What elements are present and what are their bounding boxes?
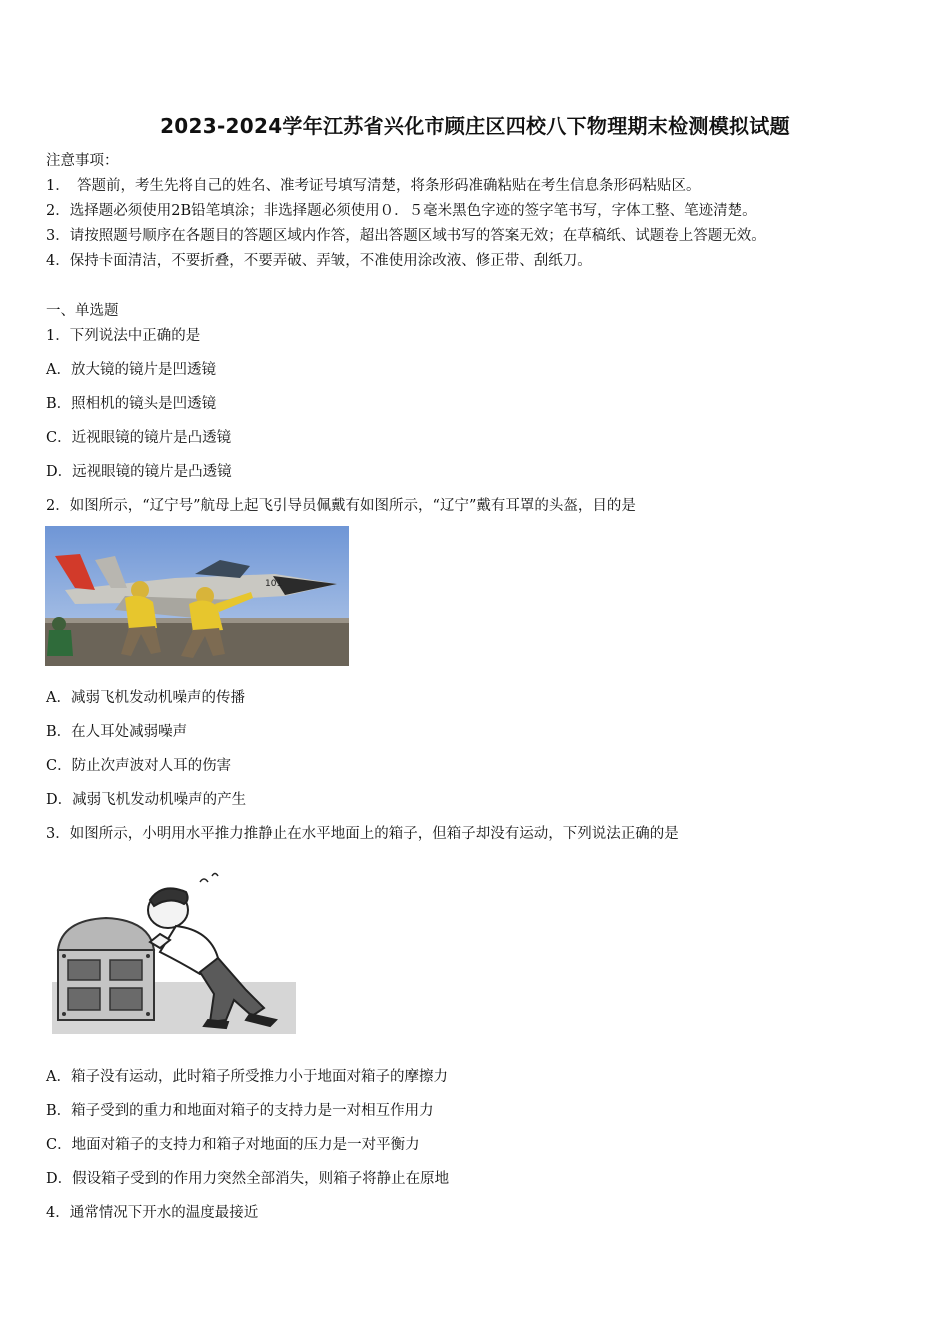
- question-option: B．照相机的镜头是凹透镜: [46, 396, 217, 412]
- treasure-box: [58, 918, 154, 1020]
- box-rivet: [146, 1012, 150, 1016]
- box-panel: [110, 960, 142, 980]
- box-panel: [68, 988, 100, 1010]
- box-rivet: [146, 954, 150, 958]
- question-stem: 4．通常情况下开水的温度最接近: [46, 1205, 259, 1221]
- question-option: A．放大镜的镜片是凹透镜: [46, 362, 216, 378]
- note-item: 2．选择题必须使用2B铅笔填涂；非选择题必须使用０．５毫米黑色字迹的签字笔书写，字体工整、笔迹清楚。: [46, 203, 757, 219]
- page-title: 2023-2024学年江苏省兴化市顾庄区四校八下物理期末检测模拟试题: [160, 114, 790, 138]
- carrier-jet-figure: [45, 526, 349, 666]
- question-option: D．减弱飞机发动机噪声的产生: [46, 792, 247, 808]
- question-option: B．在人耳处减弱噪声: [46, 724, 188, 740]
- boy-pushing-box-figure: [50, 870, 298, 1036]
- question-option: D．远视眼镜的镜片是凸透镜: [46, 464, 232, 480]
- question-option: A．箱子没有运动，此时箱子所受推力小于地面对箱子的摩擦力: [46, 1069, 448, 1085]
- jet-tail-number: 101: [265, 579, 283, 589]
- question-stem: 2．如图所示，“辽宁号”航母上起飞引导员佩戴有如图所示，“辽宁”戴有耳罩的头盔，目的是: [46, 498, 636, 514]
- section-heading: 一、单选题: [46, 303, 119, 319]
- box-rivet: [62, 954, 66, 958]
- question-option: A．减弱飞机发动机噪声的传播: [46, 690, 245, 706]
- question-option: C．防止次声波对人耳的伤害: [46, 758, 232, 774]
- crew-jersey: [47, 630, 73, 656]
- boy-shoe: [204, 1020, 228, 1028]
- box-panel: [68, 960, 100, 980]
- box-panel: [110, 988, 142, 1010]
- note-item: 4．保持卡面清洁，不要折叠，不要弄破、弄皱，不准使用涂改液、修正带、刮纸刀。: [46, 253, 592, 269]
- box-rivet: [62, 1012, 66, 1016]
- notes-heading: 注意事项：: [46, 153, 119, 169]
- note-item: 3．请按照题号顺序在各题目的答题区域内作答，超出答题区域书写的答案无效；在草稿纸、试题卷上答题无效。: [46, 228, 766, 244]
- question-stem: 1．下列说法中正确的是: [46, 328, 201, 344]
- question-option: D．假设箱子受到的作用力突然全部消失，则箱子将静止在原地: [46, 1171, 450, 1187]
- question-option: C．地面对箱子的支持力和箱子对地面的压力是一对平衡力: [46, 1137, 420, 1153]
- question-option: B．箱子受到的重力和地面对箱子的支持力是一对相互作用力: [46, 1103, 434, 1119]
- question-option: C．近视眼镜的镜片是凸透镜: [46, 430, 232, 446]
- crew-helmet: [52, 617, 66, 631]
- note-item: 1． 答题前，考生先将自己的姓名、准考证号填写清楚，将条形码准确粘贴在考生信息条形码粘贴区。: [46, 178, 701, 194]
- question-stem: 3．如图所示，小明用水平推力推静止在水平地面上的箱子，但箱子却没有运动，下列说法正确的是: [46, 826, 679, 842]
